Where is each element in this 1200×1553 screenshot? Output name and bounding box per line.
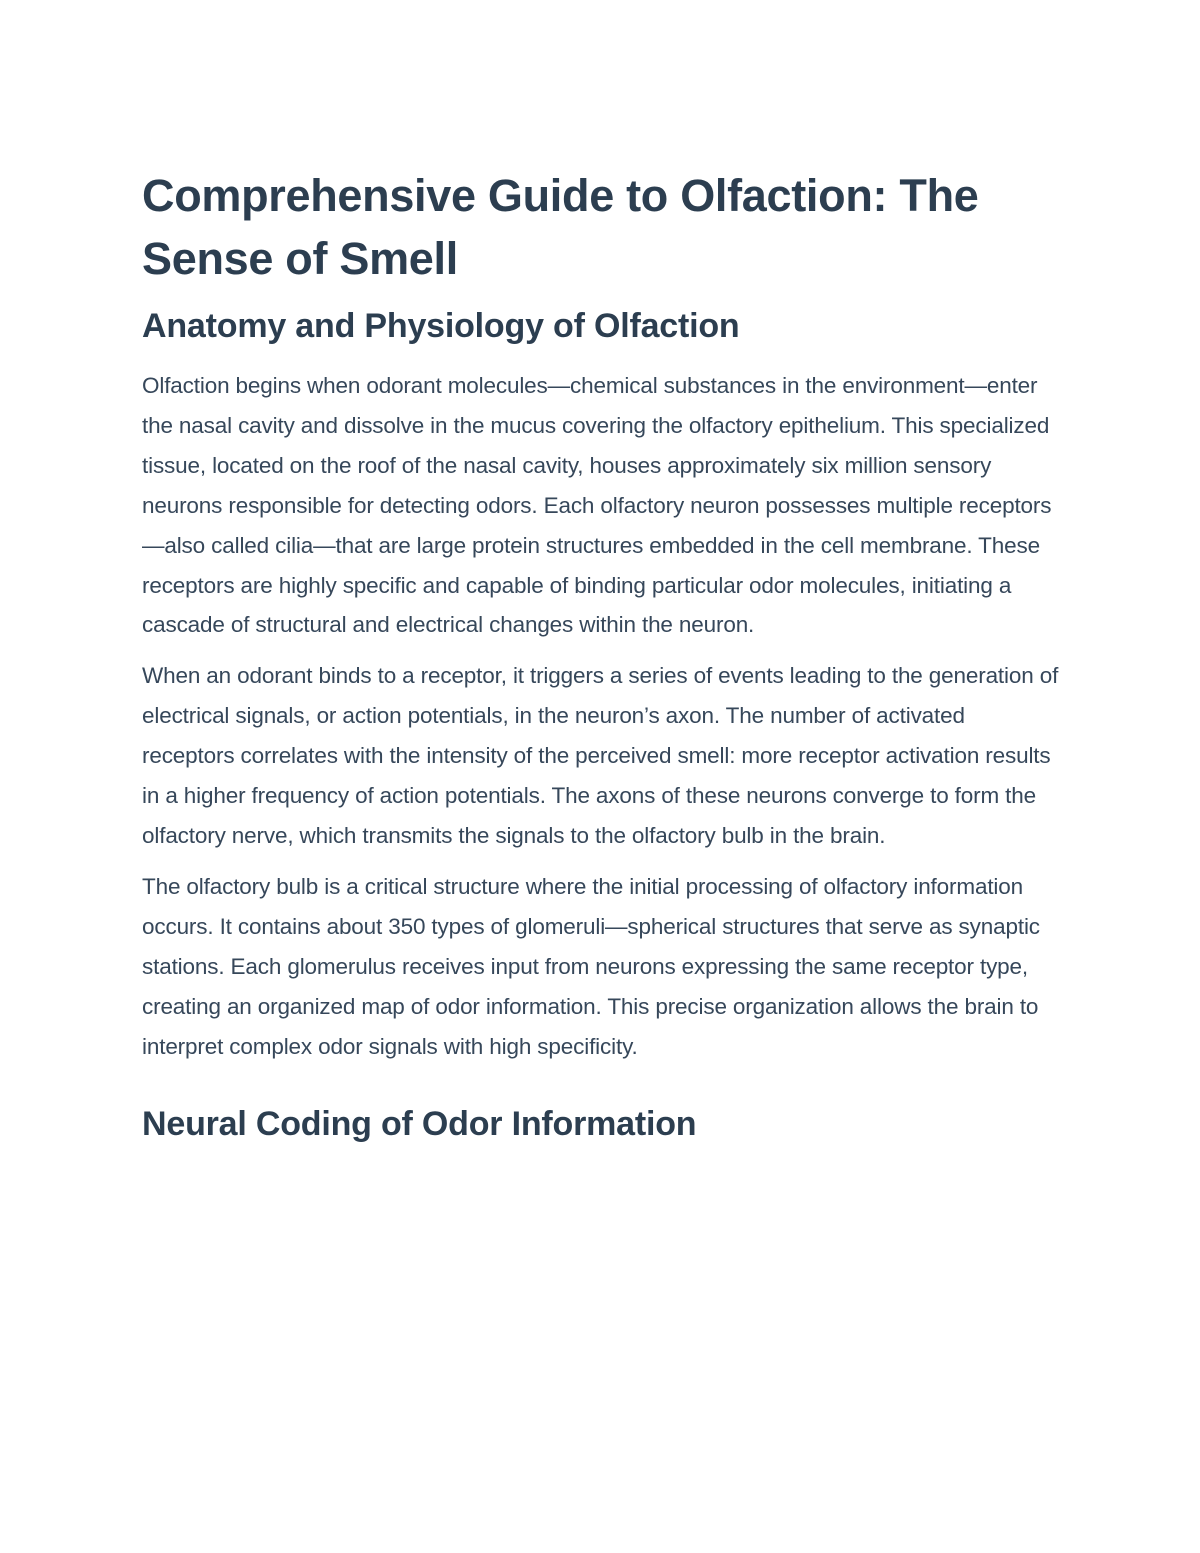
document-title: Comprehensive Guide to Olfaction: The Sense of Smell (142, 170, 979, 284)
section-heading-neural-coding: Neural Coding of Odor Information (142, 1105, 697, 1144)
section-heading-anatomy: Anatomy and Physiology of Olfaction (142, 307, 740, 345)
paragraph: The olfactory bulb is a critical structure where the initial processing of olfactory information occurs. It contains about 350 types of glomeruli—spherical structures that serve as synaptic stations. Each glomerulus receives input from neurons expressing the same receptor type, creating an organized map of odor information. This precise organization allows the brain to interpret complex odor signals with high specificity. (142, 873, 1040, 1059)
paragraph: When an odorant binds to a receptor, it triggers a series of events leading to the generation of electrical signals, or action potentials, in the neuron’s axon. The number of activated receptors correlates with the intensity of the perceived smell: more receptor activation results in a higher frequency of action potentials. The axons of these neurons converge to form the olfactory nerve, which transmits the signals to the olfactory bulb in the brain. (142, 663, 1059, 848)
paragraph: Olfaction begins when odorant molecules—chemical substances in the environment—enter the nasal cavity and dissolve in the mucus covering the olfactory epithelium. This specialized tissue, located on the roof of the nasal cavity, houses approximately six million sensory neurons responsible for detecting odors. Each olfactory neuron possesses multiple receptors—also called cilia—that are large protein structures embedded in the cell membrane. These receptors are highly specific and capable of binding particular odor molecules, initiating a cascade of structural and electrical changes within the neuron. (142, 373, 1052, 638)
document-page (142, 164, 1062, 1164)
